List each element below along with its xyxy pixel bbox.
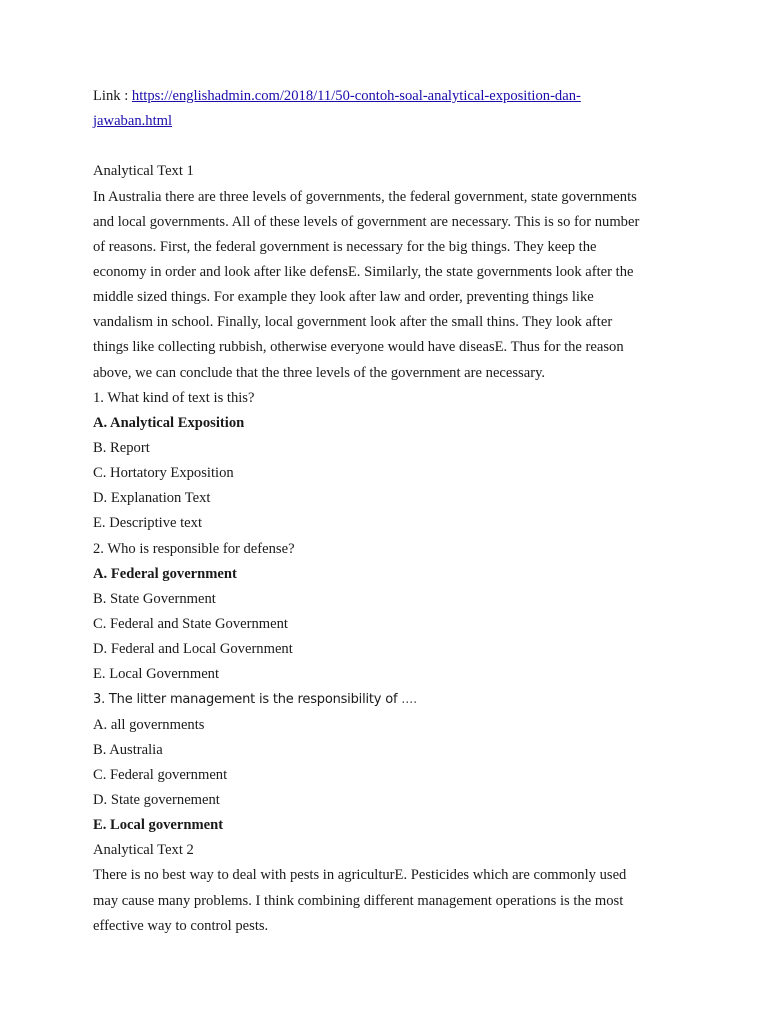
q3-option-d: D. State governement xyxy=(93,791,220,808)
question-1: 1. What kind of text is this? xyxy=(93,389,255,406)
q1-option-e: E. Descriptive text xyxy=(93,515,203,532)
link-line-continued xyxy=(93,109,693,134)
q1-option-c: C. Hortatory Exposition xyxy=(93,465,234,482)
paragraph-line: There is no best way to deal with pests in agriculturE. Pesticides which are commonly used xyxy=(93,867,627,884)
paragraph-line: of reasons. First, the federal government is necessary for the big things. They keep the xyxy=(93,238,597,255)
paragraph-line: economy in order and look after like defensE. Similarly, the state governments look after the xyxy=(93,263,634,280)
paragraph-line: and local governments. All of these levels of government are necessary. This is so for number xyxy=(93,213,640,230)
q1-option-b: B. Report xyxy=(93,439,150,456)
paragraph-line: vandalism in school. Finally, local government look after the small thins. They look after xyxy=(93,314,613,331)
question-3-ellipsis: .... xyxy=(397,692,418,708)
q2-option-d: D. Federal and Local Government xyxy=(93,641,293,658)
source-link[interactable]: https://englishadmin.com/2018/11/50-contoh-soal-analytical-exposition-dan- xyxy=(131,88,581,104)
q3-option-b: B. Australia xyxy=(93,741,163,758)
paragraph-line: middle sized things. For example they look after law and order, preventing things like xyxy=(93,289,594,306)
q1-option-a-answer: A. Analytical Exposition xyxy=(93,414,245,431)
question-3 xyxy=(93,687,693,712)
paragraph-line: above, we can conclude that the three levels of the government are necessary. xyxy=(93,364,546,381)
q3-option-e-answer: E. Local government xyxy=(93,817,224,834)
link-label: Link : xyxy=(93,88,132,104)
q2-option-e: E. Local Government xyxy=(93,666,220,683)
q2-option-c: C. Federal and State Government xyxy=(93,615,288,632)
q1-option-d: D. Explanation Text xyxy=(93,490,211,507)
q3-option-c: C. Federal government xyxy=(93,766,228,783)
spacer xyxy=(93,134,693,159)
paragraph-line: things like collecting rubbish, otherwise everyone would have diseasE. Thus for the reason xyxy=(93,339,624,356)
source-link-continued[interactable]: jawaban.html xyxy=(93,113,173,130)
paragraph-line: effective way to control pests. xyxy=(93,917,269,934)
section-title-text-2: Analytical Text 2 xyxy=(93,842,194,859)
section-title-text-1: Analytical Text 1 xyxy=(93,163,194,180)
link-line xyxy=(93,84,693,109)
paragraph-line: may cause many problems. I think combining different management operations is the most xyxy=(93,892,624,909)
paragraph-line: In Australia there are three levels of governments, the federal government, state governments xyxy=(93,188,637,205)
question-2: 2. Who is responsible for defense? xyxy=(93,540,295,557)
q2-option-b: B. State Government xyxy=(93,590,216,607)
question-3-text: 3. The litter management is the responsibility of xyxy=(93,692,398,708)
q3-option-a: A. all governments xyxy=(93,716,205,733)
document-page xyxy=(93,84,693,939)
q2-option-a-answer: A. Federal government xyxy=(93,565,237,582)
